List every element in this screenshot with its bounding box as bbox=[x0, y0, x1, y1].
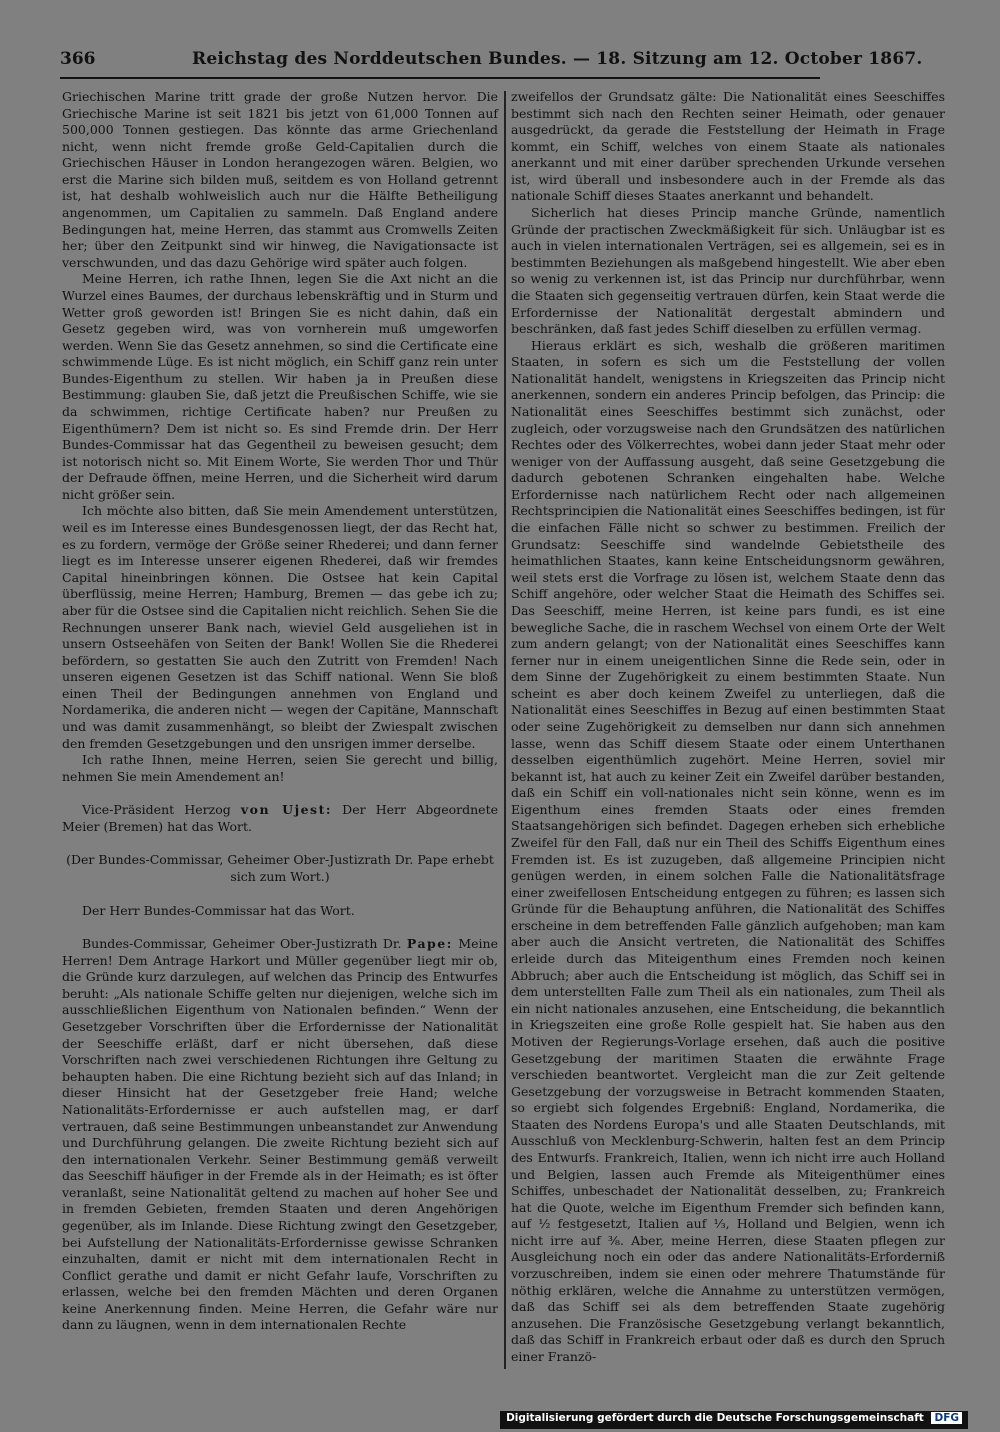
running-title: Reichstag des Norddeutschen Bundes. — 18. Sitzung am 12. October 1867. bbox=[192, 49, 923, 69]
dfg-logo: DFG bbox=[931, 1412, 962, 1424]
right-column bbox=[511, 89, 945, 1366]
speaker-title: Bundes-Commissar, Geheimer Ober-Justizrath Dr. bbox=[82, 936, 402, 952]
paragraph: Meine Herren, ich rathe Ihnen, legen Sie die Axt nicht an die Wurzel eines Baumes, der durchaus lebenskräftig und in Sturm und Wetter groß geworden ist! Bringen Sie es nicht dahin, daß ein Gesetz gegeben wird, was von vornherein muß umgeworfen werden. Wenn Sie das Gesetz annehmen, so sind die Certificate eine schwimmende Lüge. Es ist nicht möglich, ein Schiff ganz rein unter Bundes-Eigenthum zu stellen. Wir haben ja in Preußen diese Bestimmung: glauben Sie, daß jetzt die Preußischen Schiffe, wie sie da schwimmen, richtige Certificate haben? nur Preußen zu Eigenthümern? Dem ist nicht so. Es sind Fremde drin. Der Herr Bundes-Commissar hat das Gegentheil zu beweisen gesucht; dem ist notorisch nicht so. Mit Einem Worte, Sie werden Thor und Thür der Defraude öffnen, meine Herren, und die Sicherheit wird darum nicht größer sein. bbox=[62, 271, 498, 502]
paragraph: Sicherlich hat dieses Princip manche Gründe, namentlich Gründe der practischen Zweckmäßigkeit für sich. Unläugbar ist es auch in vielen internationalen Verträgen, sei es allgemein, sei es in bestimmten Beziehungen als maßgebend hingestellt. Wie aber eben so wenig zu verkennen ist, ist das Princip nur durchführbar, wenn die Staaten sich gegenseitig vertrauen dürfen, kein Staat werde die Erfordernisse der Nationalität dergestalt abmindern und beschränken, daß fast jedes Schiff dieselben zu erfüllen vermag. bbox=[511, 205, 945, 337]
paragraph: Ich möchte also bitten, daß Sie mein Amendement unterstützen, weil es im Interesse eines Bundesgenossen liegt, der das Recht hat, es zu fordern, vermöge der Größe seiner Rhederei; und dann ferner liegt es im Interesse unserer eigenen Rhederei, daß wir fremdes Capital hineinbringen können. Die Ostsee hat kein Capital überflüssig, meine Herren; Hamburg, Bremen — das gebe ich zu; aber für die Ostsee sind die Capitalien nicht reichlich. Sehen Sie die Rechnungen unserer Bank nach, wieviel Geld ausgeliehen ist in unsern Ostseehäfen von Seiten der Bank! Wollen Sie die Rhederei befördern, so gestatten Sie auch den Zutritt von Fremden! Nach unseren eigenen Gesetzen ist das Schiff national. Wenn Sie bloß einen Theil der Bedingungen annehmen von England und Nordamerika, die anderen nicht — wegen der Capitäne, Mannschaft und was damit zusammenhängt, so bleibt der Zwiespalt zwischen den fremden Gesetzgebungen und den unsrigen immer derselbe. bbox=[62, 503, 498, 751]
header-rule bbox=[60, 77, 820, 79]
credit-text: Digitalisierung gefördert durch die Deutsche Forschungsgemeinschaft bbox=[506, 1412, 924, 1424]
page-header bbox=[60, 47, 923, 73]
paragraph: Griechischen Marine tritt grade der große Nutzen hervor. Die Griechische Marine ist seit 1821 bis jetzt von 61,000 Tonnen auf 500,000 Tonnen gestiegen. Das könnte das arme Griechenland nicht, wenn nicht fremde große Geld-Capitalien durch die Griechischen Häuser in London herangezogen wären. Belgien, wo erst die Marine sich bilden muß, seitdem es von Holland getrennt ist, hat deshalb wohlweislich auch nur die Hälfte Betheiligung angenommen, um Capitalien zu sammeln. Daß England andere Bedingungen hat, meine Herren, das stammt aus Cromwells Zeiten her; über den Zeitpunkt sind wir hinweg, die Navigationsacte ist verschwunden, und das dazu Gehörige wird später auch folgen. bbox=[62, 89, 498, 270]
commissioner-speech bbox=[62, 936, 498, 1334]
vice-president-speech bbox=[62, 802, 498, 835]
stage-direction: (Der Bundes-Commissar, Geheimer Ober-Justizrath Dr. Pape erhebt sich zum Wort.) bbox=[66, 852, 494, 885]
speech-text: Meine Herren! Dem Antrage Harkort und Müller gegenüber liegt mir ob, die Gründe kurz darzulegen, auf welchen das Princip des Entwurfes beruht: „Als nationale Schiffe gelten nur diejenigen, welche sich im ausschließlichen Eigenthum von Nationalen befinden.“ Wenn der Gesetzgeber Vorschriften über die Erfordernisse der Nationalität der Seeschiffe erläßt, darf er nicht übersehen, daß diese Vorschriften nach zwei verschiedenen Richtungen ihre Geltung zu behaupten haben. Die eine Richtung bezieht sich auf das Inland; in dieser Hinsicht hat der Gesetzgeber freie Hand; welche Nationalitäts-Erfordernisse er auch aufstellen mag, er darf vertrauen, daß seine Bestimmungen unbeanstandet zur Anwendung und Durchführung gelangen. Die zweite Richtung bezieht sich auf den internationalen Verkehr. Seiner Bestimmung gemäß verweilt das Seeschiff häufiger in der Fremde als in der Heimath; es ist öfter veranlaßt, seine Nationalität geltend zu machen auf hoher See und in fremden Gebieten, fremden Staaten und deren Angehörigen gegenüber, als im Inlande. Diese Richtung zwingt den Gesetzgeber, bei Aufstellung der Nationalitäts-Erfordernisse gewisse Schranken einzuhalten, damit er nicht mit dem internationalen Recht in Conflict gerathe und damit er nicht Gefahr laufe, Vorschriften zu erlassen, welche bei den fremden Mächten und deren Organen keine Anerkennung finden. Meine Herren, die Gefahr wäre nur dann zu läugnen, wenn in dem internationalen Rechte bbox=[62, 936, 498, 1333]
page-number: 366 bbox=[60, 49, 96, 69]
speech-text: Der Herr Abgeordnete Meier (Bremen) hat das Wort. bbox=[62, 802, 498, 834]
digitization-credit bbox=[500, 1411, 968, 1429]
speaker-name: von Ujest: bbox=[240, 802, 332, 818]
paragraph: Ich rathe Ihnen, meine Herren, seien Sie gerecht und billig, nehmen Sie mein Amendement an! bbox=[62, 752, 498, 784]
paragraph: Hieraus erklärt es sich, weshalb die größeren maritimen Staaten, in sofern es sich um die Feststellung der vollen Nationalität handelt, wenigstens in Kriegszeiten das Princip nicht anerkennen, sondern ein anderes Princip befolgen, das Princip: die Nationalität eines Seeschiffes bestimmt sich zunächst, oder zugleich, oder vorzugsweise nach den Grundsätzen des natürlichen Rechtes oder des Völkerrechtes, wobei dann jeder Staat mehr oder weniger von der Auffassung ausgeht, daß seine Gesetzgebung die dadurch gebotenen Schranken eingehalten habe. Welche Erfordernisse nach natürlichem Recht oder nach allgemeinen Rechtsprincipien die Nationalität eines Seeschiffes bedingen, ist für die einfachen Fälle nicht so schwer zu bestimmen. Freilich der Grundsatz: Seeschiffe sind wandelnde Gebietstheile des heimathlichen Staates, kann keine Entscheidungsnorm gewähren, weil stets erst die Vorfrage zu lösen ist, welchem Staate denn das Schiff angehöre, oder welcher Staat die Heimath des Schiffes sei. Das Seeschiff, meine Herren, ist keine pars fundi, es ist eine bewegliche Sache, die in raschem Wechsel von einem Orte der Welt zum andern gelangt; von der Nationalität eines Seeschiffes kann ferner nur in einem uneigentlichen Sinne die Rede sein, oder in dem Sinne der Zugehörigkeit zu einem bestimmten Staate. Nun scheint es aber doch keinem Zweifel zu unterliegen, daß die Nationalität eines Seeschiffes in Bezug auf einen bestimmten Staat oder seine Zugehörigkeit zu demselben nur dann sich annehmen lasse, wenn das Schiff diesem Staate oder einem Unterthanen desselben eigenthümlich zugehört. Meine Herren, soviel mir bekannt ist, hat auch zu keiner Zeit ein Zweifel darüber bestanden, daß ein Schiff ein voll-nationales nicht sein könne, wenn es im Eigenthum eines fremden Staats oder eines fremden Staatsangehörigen sich befindet. Dagegen erheben sich erhebliche Zweifel für den Fall, daß nur ein Theil des Schiffs Eigenthum eines Fremden ist. Es ist zuzugeben, daß allgemeine Principien nicht genügen werden, in einem solchen Falle die Nationalitätsfrage einer zweifellosen Entscheidung entgegen zu führen; es lassen sich Gründe für die Behauptung anführen, die Nationalität des Schiffes erscheine in dem betreffenden Falle gänzlich aufgehoben; man kam aber auch die Ansicht vertreten, die Nationalität des Schiffes erleide durch das Miteigenthum eines Fremden noch keinen Abbruch; aber auch die Entscheidung ist möglich, das Schiff sei in dem unterstellten Falle zum Theil als ein nationales, zum Theil als ein nicht nationales anzusehen, eine Entscheidung, die bekanntlich in Kriegszeiten eine große Rolle gespielt hat. Sie haben aus den Motiven der Regierungs-Vorlage ersehen, daß auch die positive Gesetzgebung der maritimen Staaten die erwähnte Frage verschieden beantwortet. Vergleicht man die zur Zeit geltende Gesetzgebung der vorzugsweise in Betracht kommenden Staaten, so ergiebt sich folgendes Ergebniß: England, Nordamerika, die Staaten des Nordens Europa's und alle Staaten Deutschlands, mit Ausschluß von Mecklenburg-Schwerin, halten fest an dem Princip des Entwurfs. Frankreich, Italien, wenn ich nicht irre auch Holland und Belgien, lassen auch Fremde als Miteigenthümer eines Schiffes, unbeschadet der Nationalität desselben, zu; Frankreich hat die Quote, welche im Eigenthum Fremder sich befinden kann, auf ½ festgesetzt, Italien auf ⅓, Holland und Belgien, wenn ich nicht irre auf ⅜. Aber, meine Herren, diese Staaten pflegen zur Ausgleichung noch ein oder das andere Nationalitäts-Erforderniß vorzuschreiben, indem sie einen oder mehrere Thatumstände für nöthig erklären, welche die Annahme zu unterstützen vermögen, daß das Schiff sei als dem betreffenden Staate zugehörig anzusehen. Die Französische Gesetzgebung verlangt bekanntlich, daß das Schiff in Frankreich erbaut oder daß es durch den Spruch einer Franzö- bbox=[511, 337, 945, 1364]
vice-president-line: Der Herr Bundes-Commissar hat das Wort. bbox=[82, 902, 355, 918]
speaker-name: Pape: bbox=[406, 936, 453, 952]
column-divider bbox=[504, 91, 506, 1369]
paragraph: zweifellos der Grundsatz gälte: Die Nationalität eines Seeschiffes bestimmt sich nach den Rechten seiner Heimath, oder genauer ausgedrückt, da gerade die Feststellung der Heimath in Frage kommt, ein Schiff, welches von einem Staate als nationales anerkannt und mit einer darüber sprechenden Urkunde versehen ist, wird überall und insbesondere auch in der Fremde als das nationale Schiff dieses Staates anerkannt und behandelt. bbox=[511, 89, 945, 204]
speaker-title: Vice-Präsident Herzog bbox=[82, 802, 231, 818]
left-column bbox=[62, 89, 498, 1334]
